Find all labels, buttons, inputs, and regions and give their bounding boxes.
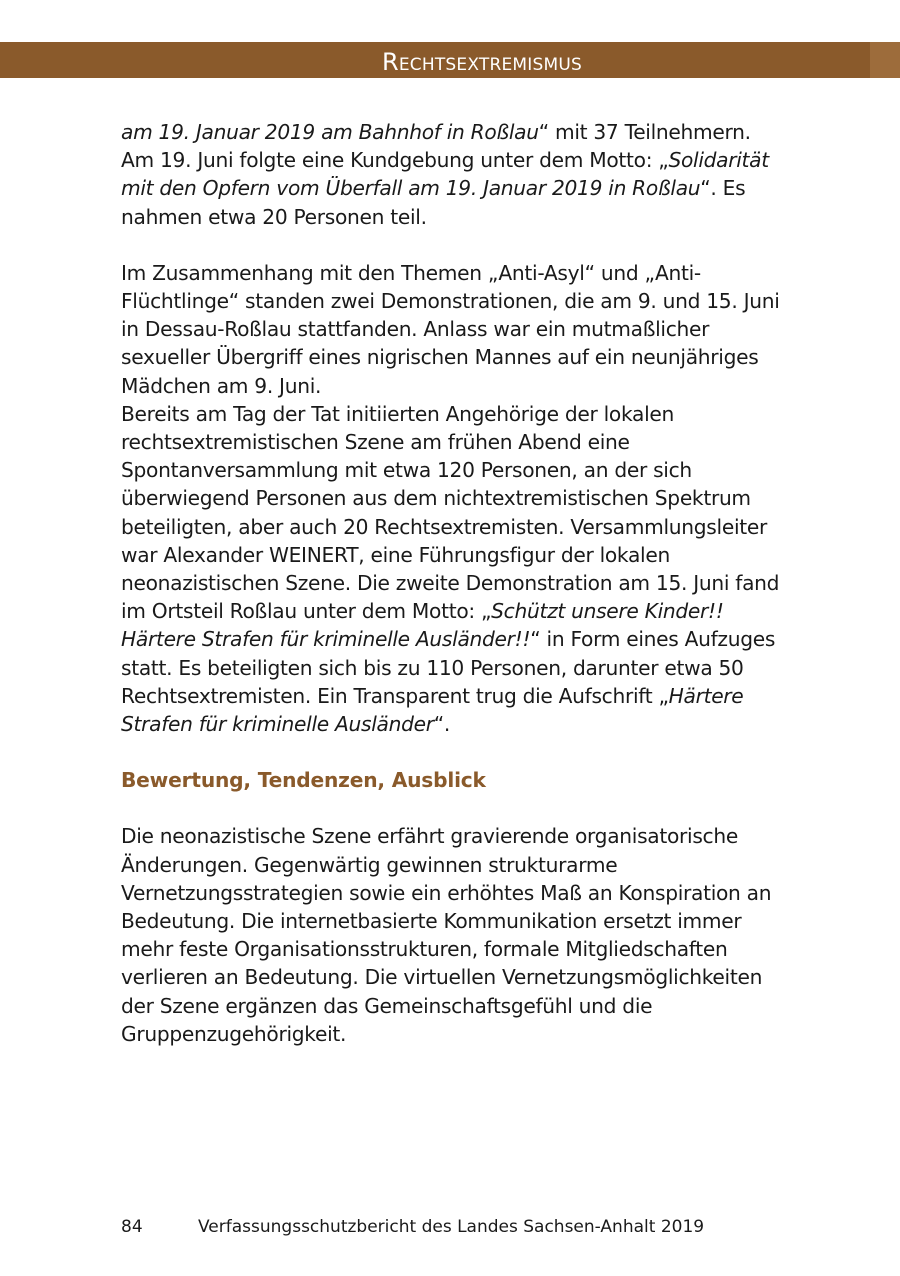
footer-title: Verfassungsschutzbericht des Landes Sachsen-Anhalt 2019	[198, 1217, 705, 1237]
page-number: 84	[121, 1217, 143, 1237]
section-heading: Bewertung, Tendenzen, Ausblick	[121, 768, 486, 793]
paragraph-2: Im Zusammenhang mit den Themen „Anti-Asyl“ und „Anti-Flüchtlinge“ standen zwei Demonstrationen, die am 9. und 15. Juni in Dessau-Roßlau stattfanden. Anlass war ein mutmaßlicher sexueller Übergriff eines nigrischen Mannes auf ein neunjähriges Mädchen am 9. Juni.	[121, 260, 780, 398]
paragraph-gap	[121, 738, 786, 766]
paragraph-1	[121, 118, 786, 231]
paragraph-text: “ in Form eines Aufzuges statt. Es beteiligten sich bis zu 110 Personen, darunter etwa 50 Rechtsextremisten. Ein Transparent trug die Aufschrift „	[121, 627, 776, 708]
italic-text: Härtere Strafen für kriminelle Ausländer	[121, 683, 744, 737]
paragraph-gap	[121, 231, 786, 259]
italic-text: Schützt unsere Kinder!! Härtere Strafen für kriminelle Ausländer!!	[121, 599, 724, 652]
paragraph-gap	[121, 794, 786, 822]
paragraph-4: Die neonazistische Szene erfährt gravierende organisatorische Änderungen. Gegenwärtig gewinnen strukturarme Vernetzungsstrategien sowie ein erhöhtes Maß an Konspiration an Bedeutung. Die internetbasierte Kommunikation ersetzt immer mehr feste Organisationsstrukturen, formale Mitgliedschaften verlieren an Bedeutung. Die virtuellen Vernetzungsmöglichkeiten der Szene ergänzen das Gemeinschaftsgefühl und die Gruppenzugehörigkeit.	[121, 824, 772, 1046]
paragraph-3	[121, 400, 786, 738]
paragraph-text: “. Es nahmen etwa 20 Personen teil.	[121, 176, 746, 229]
paragraph-text: “.	[433, 712, 451, 737]
italic-text: Solidarität mit den Opfern vom Überfall am 19. Januar 2019 in Roßlau	[121, 148, 769, 201]
header-tab	[870, 42, 900, 78]
paragraph-text: Bereits am Tag der Tat initiierten Angehörige der lokalen rechtsextremistischen Szene am frühen Abend eine Spontanversammlung mit etwa 120 Personen, an der sich überwiegend Personen aus dem nichtextremistischen Spektrum beteiligten, aber auch 20 Rechtsextremisten. Versammlungsleiter war Alexander WEINERT, eine Führungsfigur der lokalen neonazistischen Szene. Die zweite Demonstration am 15. Juni fand im Ortsteil Roßlau unter dem Motto: „	[121, 401, 780, 624]
main-text	[121, 118, 786, 1048]
section-title: Rechtsextremismus	[381, 48, 582, 76]
paragraph-text: “ mit 37 Teilnehmern. Am 19. Juni folgte eine Kundgebung unter dem Motto: „	[121, 120, 751, 173]
italic-text: am 19. Januar 2019 am Bahnhof in Roßlau	[121, 120, 539, 144]
